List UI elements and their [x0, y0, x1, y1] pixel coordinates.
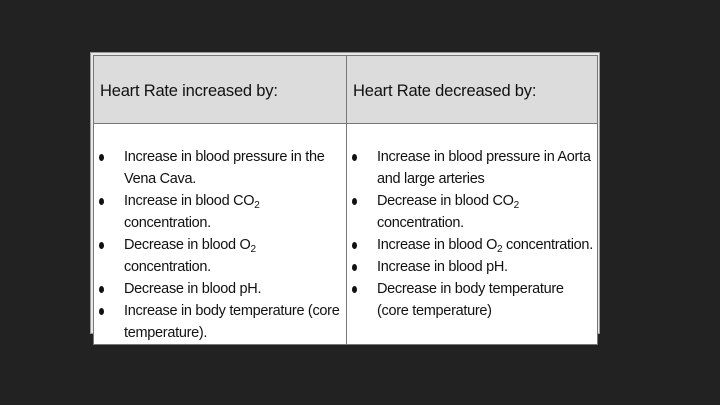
- item-text-pre: Increase in blood O: [377, 237, 498, 253]
- decreased-cell: [347, 124, 598, 345]
- bullet-icon: [99, 242, 104, 249]
- item-text-pre: Increase in blood CO: [124, 193, 255, 209]
- list-item: [347, 190, 597, 234]
- item-text-post: concentration.: [377, 215, 464, 231]
- item-text-subscript: 2: [250, 244, 256, 255]
- item-text: Increase in blood pressure in the Vena Cava.: [124, 149, 325, 187]
- heart-rate-table: [93, 55, 598, 345]
- header-row: [94, 56, 598, 124]
- item-text: Increase in blood pressure in Aorta and large arteries: [377, 149, 591, 187]
- bullet-icon: [352, 198, 357, 205]
- list-item: [94, 146, 346, 190]
- list-item: [94, 300, 346, 344]
- bullet-icon: [99, 154, 104, 161]
- bullet-icon: [99, 286, 104, 293]
- increased-list: [94, 146, 346, 344]
- list-item: [347, 278, 597, 322]
- bullet-icon: [99, 308, 104, 315]
- bullet-icon: [352, 264, 357, 271]
- increased-cell: [94, 124, 347, 345]
- content-row: [94, 124, 598, 345]
- item-text-post: concentration.: [124, 215, 211, 231]
- item-text-subscript: 2: [513, 200, 519, 211]
- bullet-icon: [352, 286, 357, 293]
- item-text-subscript: 2: [497, 244, 503, 255]
- list-item: [347, 256, 597, 278]
- item-text: Decrease in blood pH.: [124, 281, 262, 297]
- list-item: [347, 234, 597, 256]
- list-item: [94, 234, 346, 278]
- list-item: [347, 146, 597, 190]
- item-text-pre: Decrease in blood O: [124, 237, 251, 253]
- item-text-pre: Decrease in blood CO: [377, 193, 514, 209]
- item-text-post: concentration.: [124, 259, 211, 275]
- item-text-subscript: 2: [254, 200, 260, 211]
- header-increased: Heart Rate increased by:: [94, 56, 347, 124]
- header-decreased: Heart Rate decreased by:: [347, 56, 598, 124]
- item-text: Increase in body temperature (core temperature).: [124, 303, 340, 341]
- list-item: [94, 278, 346, 300]
- item-text-post: concentration.: [502, 237, 593, 253]
- item-text: Decrease in body temperature (core temperature): [377, 281, 564, 319]
- heart-rate-table-frame: [90, 52, 600, 341]
- bullet-icon: [352, 154, 357, 161]
- bullet-icon: [99, 198, 104, 205]
- bullet-icon: [352, 242, 357, 249]
- list-item: [94, 190, 346, 234]
- decreased-list: [347, 146, 597, 322]
- item-text: Increase in blood pH.: [377, 259, 508, 275]
